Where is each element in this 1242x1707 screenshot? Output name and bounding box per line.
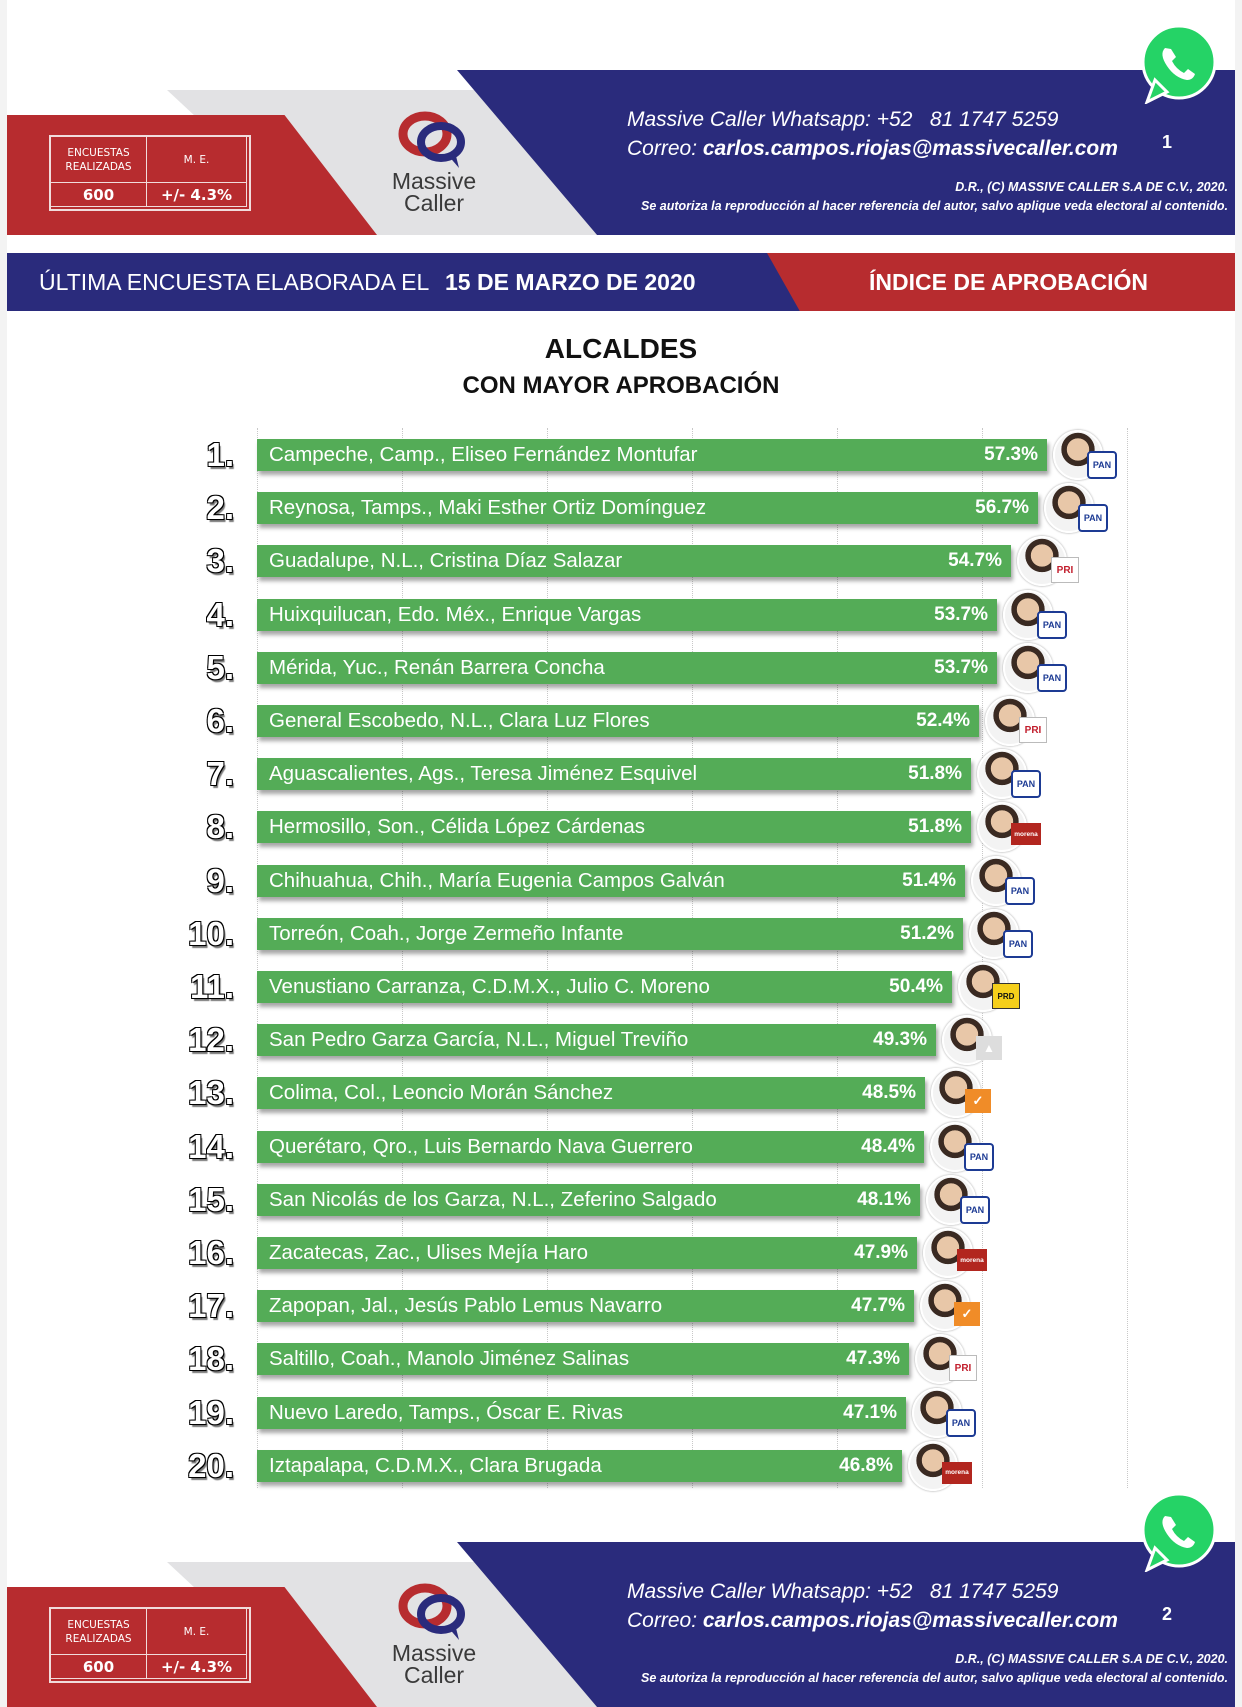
data-label: 54.7% (948, 550, 1002, 572)
legal-line-2: Se autoriza la reproducción al hacer referencia del autor, salvo aplique veda electoral al contenido. (640, 1671, 1228, 1685)
pan-logo-icon: PAN (1087, 451, 1117, 479)
rank-number: 7. (206, 755, 234, 793)
massive-caller-logo (379, 1580, 489, 1686)
band-date: 15 DE MARZO DE 2020 (445, 269, 696, 295)
bar (257, 1343, 909, 1375)
bar (257, 545, 1011, 577)
data-label: 50.4% (889, 976, 943, 997)
rank-number: 5. (206, 648, 234, 686)
rank-number: 16. (188, 1234, 234, 1271)
surveys-label: ENCUESTAS REALIZADAS (51, 1609, 147, 1655)
bar-label: Huixquilucan, Edo. Méx., Enrique Vargas (269, 602, 642, 626)
bar (257, 971, 952, 1003)
data-label: 53.7% (934, 603, 988, 625)
morena-logo-icon: morena (1011, 823, 1041, 845)
bar (257, 1184, 920, 1216)
surveys-label: ENCUESTAS REALIZADAS (51, 137, 147, 183)
bar (257, 599, 997, 631)
bar (257, 1131, 924, 1163)
page (7, 0, 1235, 1707)
bar-label: San Nicolás de los Garza, N.L., Zeferino Salgado (269, 1187, 717, 1211)
rank-number: 8. (206, 808, 234, 846)
bar (257, 1290, 914, 1322)
pri-logo-icon: PRI (1051, 557, 1079, 583)
survey-stats-box (49, 135, 251, 211)
gridline (982, 428, 983, 1488)
page-number: 1 (1162, 132, 1173, 152)
legal-line-1: D.R., (C) MASSIVE CALLER S.A DE C.V., 2020. (955, 180, 1228, 194)
bar (257, 705, 979, 737)
band-index-label: ÍNDICE DE APROBACIÓN (869, 269, 1148, 295)
bar (257, 652, 997, 684)
data-label: 48.1% (857, 1188, 911, 1210)
bar (257, 492, 1038, 524)
ind-logo-icon: ▲ (976, 1036, 1002, 1060)
bar-label: Aguascalientes, Ags., Teresa Jiménez Esquivel (269, 762, 698, 786)
legal-line-2: Se autoriza la reproducción al hacer referencia del autor, salvo aplique veda electoral al contenido. (640, 199, 1228, 213)
me-value: +/- 4.3% (147, 183, 247, 207)
email-link[interactable]: carlos.campos.riojas@massivecaller.com (702, 1609, 1118, 1632)
massive-caller-logo (379, 108, 489, 214)
morena-logo-icon: morena (957, 1249, 987, 1271)
bar-label: Zapopan, Jal., Jesús Pablo Lemus Navarro (269, 1294, 663, 1318)
gridline (257, 428, 258, 1488)
rank-number: 20. (188, 1446, 234, 1484)
survey-date-band (7, 253, 1235, 311)
pan-logo-icon: PAN (960, 1196, 990, 1224)
data-label: 47.7% (851, 1295, 905, 1317)
whatsapp-prefix: Massive Caller Whatsapp: +52 (627, 1580, 913, 1603)
data-label: 51.2% (900, 922, 954, 944)
page-number: 2 (1162, 1604, 1173, 1624)
pan-logo-icon: PAN (1003, 930, 1033, 958)
me-label: M. E. (147, 1609, 247, 1655)
rank-number: 17. (188, 1287, 234, 1325)
contact-block (627, 105, 1118, 163)
brand-line-1: Massive (391, 168, 477, 194)
pri-logo-icon: PRI (949, 1355, 977, 1381)
data-label: 47.9% (854, 1242, 908, 1263)
bar-label: Guadalupe, N.L., Cristina Díaz Salazar (269, 549, 623, 573)
bar (257, 1450, 902, 1482)
chart-subtitle: CON MAYOR APROBACIÓN (462, 372, 780, 399)
data-label: 52.4% (916, 710, 970, 731)
bar-label: Nuevo Laredo, Tamps., Óscar E. Rivas (269, 1400, 623, 1424)
rank-number: 14. (188, 1127, 234, 1165)
data-label: 47.1% (843, 1401, 897, 1423)
pan-logo-icon: PAN (946, 1409, 976, 1437)
bar-label: General Escobedo, N.L., Clara Luz Flores (269, 709, 650, 732)
pan-logo-icon: PAN (1011, 770, 1041, 798)
surveys-value: 600 (51, 1655, 147, 1679)
rank-number: 9. (206, 861, 234, 899)
whatsapp-number[interactable]: 81 1747 5259 (929, 1580, 1059, 1603)
rank-number: 18. (188, 1340, 234, 1378)
band-prefix: ÚLTIMA ENCUESTA ELABORADA EL (39, 269, 430, 295)
pan-logo-icon: PAN (1078, 504, 1108, 532)
pan-logo-icon: PAN (964, 1143, 994, 1171)
bar-label: Hermosillo, Son., Célida López Cárdenas (269, 815, 646, 839)
rank-number: 2. (206, 489, 234, 527)
bar (257, 439, 1047, 471)
bar-label: Zacatecas, Zac., Ulises Mejía Haro (269, 1241, 588, 1264)
mc-logo-icon: ✓ (965, 1089, 991, 1113)
bar (257, 1077, 925, 1109)
email-link[interactable]: carlos.campos.riojas@massivecaller.com (702, 137, 1118, 160)
data-label: 56.7% (975, 497, 1029, 519)
whatsapp-number[interactable]: 81 1747 5259 (929, 108, 1059, 131)
data-label: 48.5% (862, 1082, 916, 1104)
bar (257, 811, 971, 843)
email-prefix: Correo: (627, 1609, 698, 1632)
data-label: 53.7% (934, 656, 988, 678)
pan-logo-icon: PAN (1037, 664, 1067, 692)
rank-number: 10. (188, 914, 234, 952)
legal-line-1: D.R., (C) MASSIVE CALLER S.A DE C.V., 2020. (955, 1652, 1228, 1666)
email-prefix: Correo: (627, 137, 698, 160)
bar (257, 1397, 906, 1429)
gridline (547, 428, 548, 1488)
bottom-header (7, 1532, 1235, 1707)
gridline (1127, 428, 1128, 1488)
bar-label: San Pedro Garza García, N.L., Miguel Treviño (269, 1028, 689, 1052)
contact-block (627, 1577, 1118, 1635)
gridline (402, 428, 403, 1488)
rank-number: 4. (206, 595, 234, 633)
bar-label: Venustiano Carranza, C.D.M.X., Julio C. Moreno (269, 975, 710, 998)
rank-number: 3. (206, 542, 234, 580)
bar (257, 1024, 936, 1056)
bar-label: Reynosa, Tamps., Maki Esther Ortiz Domínguez (269, 496, 707, 520)
me-value: +/- 4.3% (147, 1655, 247, 1679)
bar-label: Colima, Col., Leoncio Morán Sánchez (269, 1081, 614, 1105)
bar-label: Mérida, Yuc., Renán Barrera Concha (269, 655, 605, 679)
mc-logo-icon: ✓ (954, 1302, 980, 1326)
rank-number: 12. (188, 1021, 234, 1059)
rank-number: 11. (189, 968, 234, 1005)
gridline (837, 428, 838, 1488)
bar-label: Campeche, Camp., Eliseo Fernández Montufar (269, 443, 698, 466)
brand-line-1: Massive (391, 1640, 477, 1666)
brand-line-2: Caller (403, 190, 465, 216)
bar (257, 758, 971, 790)
prd-logo-icon: PRD (992, 983, 1020, 1009)
data-label: 49.3% (873, 1029, 927, 1051)
bar (257, 918, 963, 950)
whatsapp-icon[interactable] (1135, 1490, 1217, 1572)
speech-bubble-logo-icon (397, 1580, 471, 1642)
data-label: 51.4% (902, 869, 956, 891)
surveys-value: 600 (51, 183, 147, 207)
data-label: 46.8% (839, 1454, 893, 1476)
rank-number: 1. (206, 436, 234, 473)
bar-label: Querétaro, Qro., Luis Bernardo Nava Guerrero (269, 1134, 693, 1158)
top-header (7, 60, 1235, 235)
data-label: 51.8% (908, 763, 962, 785)
rank-number: 15. (188, 1180, 234, 1218)
bar-label: Torreón, Coah., Jorge Zermeño Infante (269, 921, 624, 945)
legal-notice (641, 1650, 1228, 1688)
bar (257, 865, 965, 897)
bar-label: Chihuahua, Chih., María Eugenia Campos Galván (269, 868, 725, 892)
legal-notice (641, 178, 1228, 216)
speech-bubble-logo-icon (397, 108, 471, 170)
whatsapp-icon[interactable] (1135, 22, 1217, 104)
rank-number: 19. (188, 1393, 234, 1431)
bar-label: Iztapalapa, C.D.M.X., Clara Brugada (269, 1453, 602, 1477)
survey-stats-box (49, 1607, 251, 1683)
morena-logo-icon: morena (942, 1462, 972, 1484)
data-label: 47.3% (846, 1348, 900, 1370)
pan-logo-icon: PAN (1005, 877, 1035, 905)
bar-label: Saltillo, Coah., Manolo Jiménez Salinas (269, 1347, 630, 1371)
data-label: 48.4% (861, 1135, 915, 1157)
whatsapp-prefix: Massive Caller Whatsapp: +52 (627, 108, 913, 131)
chart-title: ALCALDES (544, 333, 698, 364)
me-label: M. E. (147, 137, 247, 183)
pri-logo-icon: PRI (1019, 717, 1047, 743)
gridline (692, 428, 693, 1488)
rank-number: 6. (206, 702, 234, 739)
bar (257, 1237, 917, 1269)
pan-logo-icon: PAN (1037, 611, 1067, 639)
brand-line-2: Caller (403, 1662, 465, 1688)
data-label: 57.3% (984, 444, 1038, 465)
rank-number: 13. (188, 1074, 234, 1112)
data-label: 51.8% (908, 816, 962, 838)
